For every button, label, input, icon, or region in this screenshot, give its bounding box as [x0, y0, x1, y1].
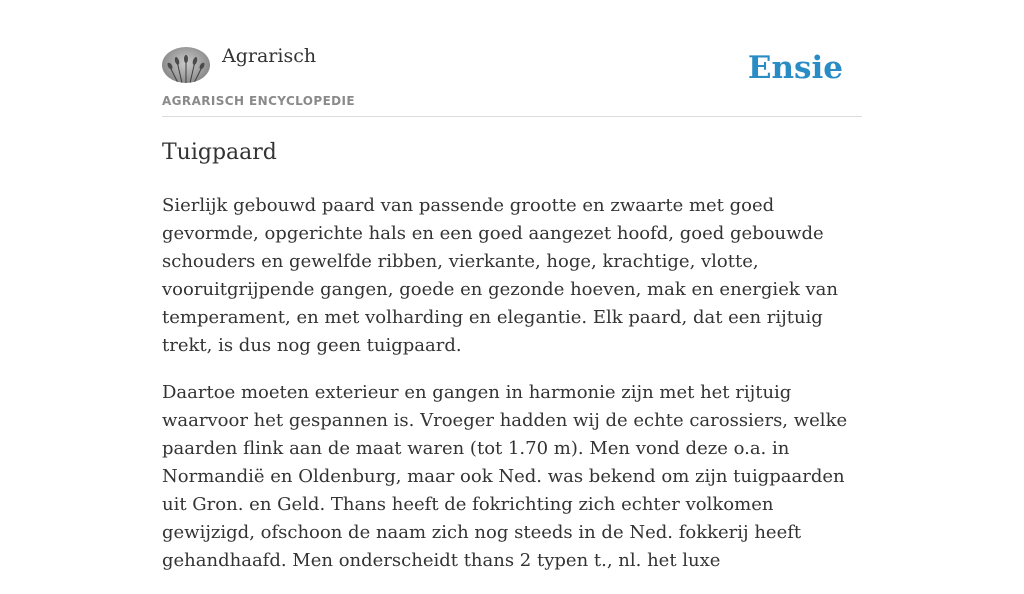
brand-logo-link[interactable]: Ensie — [747, 50, 843, 86]
wheat-icon[interactable] — [162, 47, 210, 83]
page — [162, 0, 862, 571]
article-paragraph-2: Daartoe moeten exterieur en gangen in harmonie zijn met het rijtuig waarvoor het gespannen is. Vroeger hadden wij de echte carossiers, welke paarden flink aan de maat waren (tot 1.70 m). Men vond deze o.a. in Normandië en Oldenburg, maar ook Ned. was bekend om zijn tuigpaarden uit Gron. en Geld. Thans heeft de fokrichting zich echter volkomen gewijzigd, ofschoon de naam zich nog steeds in de Ned. fokkerij heeft gehandhaafd. Men onderscheidt thans 2 typen t., nl. het luxe — [162, 382, 848, 571]
source-subtitle: AGRARISCH ENCYCLOPEDIE — [162, 94, 355, 108]
article-body — [162, 192, 862, 594]
source-header — [162, 0, 862, 117]
article-paragraph-1: Sierlijk gebouwd paard van passende grootte en zwaarte met goed gevormde, opgerichte hals en een goed aangezet hoofd, goed gebouwde schouders en gewelfde ribben, vierkante, hoge, krachtige, vlotte, vooruitgrijpende gangen, goede en gezonde hoeven, mak en energiek van temperament, en met volharding en elegantie. Elk paard, dat een rijtuig trekt, is dus nog geen tuigpaard. — [162, 195, 838, 356]
article-title: Tuigpaard — [162, 140, 277, 165]
source-name-link[interactable]: Agrarisch — [222, 45, 317, 67]
